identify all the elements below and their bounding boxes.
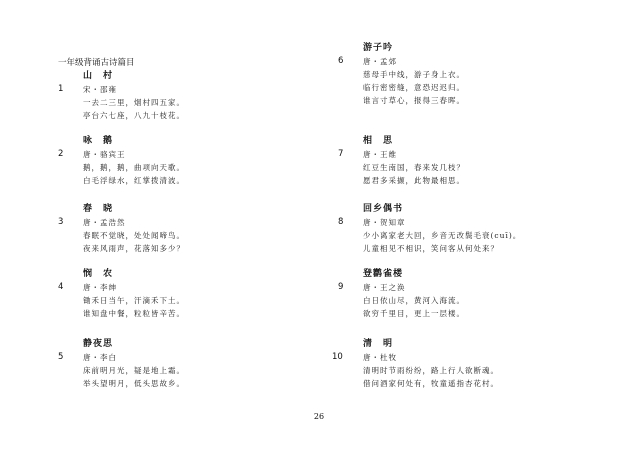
page-heading: 一年级背诵古诗篇目 xyxy=(58,58,135,68)
poem-number: 4 xyxy=(58,282,64,292)
poem-line: 愿君多采撷，此物最相思。 xyxy=(363,176,465,185)
poem-body xyxy=(363,338,499,390)
poem-line: 夜来风雨声，花落知多少？ xyxy=(83,244,185,253)
poem-line: 鹅，鹅，鹅，曲项向天歌。 xyxy=(83,163,185,172)
poem-line: 借问酒家何处有，牧童遥指杏花村。 xyxy=(363,379,499,388)
poem-body xyxy=(363,203,521,255)
poem-author: 宋・邵雍 xyxy=(83,85,117,94)
poem-number: 7 xyxy=(338,149,344,159)
poem-body xyxy=(363,42,465,107)
poem-title: 山 村 xyxy=(83,71,114,81)
poem-number: 5 xyxy=(58,352,64,362)
poem-line: 亭台六七座，八九十枝花。 xyxy=(83,111,185,120)
poem-line: 举头望明月，低头思故乡。 xyxy=(83,379,185,388)
poem-number: 6 xyxy=(338,56,344,66)
poem-body xyxy=(83,135,185,187)
poem-line: 少小离家老大回，乡音无改鬓毛衰(cuī)。 xyxy=(363,231,522,240)
poem-title: 回乡偶书 xyxy=(363,204,404,214)
poem-title: 清 明 xyxy=(363,339,394,349)
poem-number: 10 xyxy=(332,352,343,362)
poem-title: 咏 鹅 xyxy=(83,136,114,146)
poem-author: 唐・王之涣 xyxy=(363,283,406,292)
poem-line: 白毛浮绿水，红掌拨清波。 xyxy=(83,176,185,185)
poem-title: 春 晓 xyxy=(83,204,114,214)
page-number: 26 xyxy=(313,412,325,421)
poem-line: 临行密密缝，意恐迟迟归。 xyxy=(363,83,465,92)
poem-author: 唐・李白 xyxy=(83,353,117,362)
poem-line: 白日依山尽，黄河入海流。 xyxy=(363,296,465,305)
poem-author: 唐・王维 xyxy=(363,150,397,159)
poem-number: 1 xyxy=(58,84,64,94)
poem-line: 清明时节雨纷纷，路上行人欲断魂。 xyxy=(363,366,499,375)
poem-title: 相 思 xyxy=(363,136,394,146)
poem-line: 春眠不觉晓，处处闻啼鸟。 xyxy=(83,231,185,240)
poem-number: 9 xyxy=(338,282,344,292)
poem-title: 游子吟 xyxy=(363,43,394,53)
poem-number: 3 xyxy=(58,217,64,227)
poem-author: 唐・李绅 xyxy=(83,283,117,292)
poem-author: 唐・孟郊 xyxy=(363,57,397,66)
poem-author: 唐・贺知章 xyxy=(363,218,406,227)
poem-line: 一去二三里，烟村四五家。 xyxy=(83,98,185,107)
poem-number: 2 xyxy=(58,149,64,159)
poem-title: 登鹳雀楼 xyxy=(363,269,404,279)
poem-line: 床前明月光，疑是地上霜。 xyxy=(83,366,185,375)
poem-line: 谁言寸草心，报得三春晖。 xyxy=(363,96,465,105)
poem-body xyxy=(83,70,185,122)
poem-line: 慈母手中线，游子身上衣。 xyxy=(363,70,465,79)
poem-line: 欲穷千里目，更上一层楼。 xyxy=(363,309,465,318)
poem-author: 唐・杜牧 xyxy=(363,353,397,362)
poem-title: 悯 农 xyxy=(83,269,114,279)
poem-line: 红豆生南国，春来发几枝？ xyxy=(363,163,465,172)
poem-author: 唐・骆宾王 xyxy=(83,150,126,159)
poem-author: 唐・孟浩然 xyxy=(83,218,126,227)
poem-number: 8 xyxy=(338,217,344,227)
poem-line: 谁知盘中餐，粒粒皆辛苦。 xyxy=(83,309,185,318)
poem-body xyxy=(83,268,185,320)
poem-title: 静夜思 xyxy=(83,339,114,349)
poem-line: 儿童相见不相识，笑问客从何处来？ xyxy=(363,244,499,253)
poem-body xyxy=(363,135,465,187)
poem-body xyxy=(83,338,185,390)
poem-line: 锄禾日当午，汗滴禾下土。 xyxy=(83,296,185,305)
poem-body xyxy=(363,268,465,320)
poem-body xyxy=(83,203,185,255)
